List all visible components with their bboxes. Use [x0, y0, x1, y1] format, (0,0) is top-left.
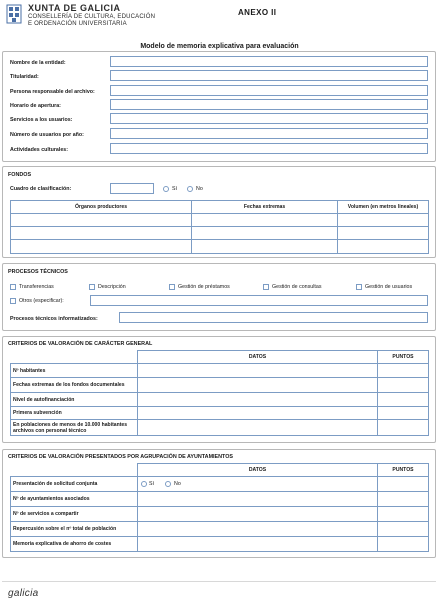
classification-field[interactable]: [110, 183, 154, 194]
joint-no-radio[interactable]: [165, 481, 171, 487]
grouping-row-label: Repercusión sobre el nº total de población: [11, 522, 138, 537]
ownership-field[interactable]: [110, 70, 428, 81]
grouping-row-label: Presentación de solicitud conjunta: [11, 477, 138, 492]
loans-label: Gestión de préstamos: [178, 284, 230, 290]
fondos-cell[interactable]: [11, 240, 192, 254]
general-data-cell[interactable]: [138, 393, 378, 407]
org-department-line1: CONSELLERÍA DE CULTURA, EDUCACIÓN: [28, 14, 156, 20]
entity-name-field[interactable]: [110, 56, 428, 67]
joint-yes-radio[interactable]: [141, 481, 147, 487]
grouping-data-cell[interactable]: [138, 537, 378, 552]
general-row-label: Primera subvención: [11, 407, 138, 420]
general-col-data: DATOS: [138, 351, 378, 364]
general-points-cell[interactable]: [378, 407, 429, 420]
users-per-year-label: Número de usuarios por año:: [10, 132, 84, 138]
general-data-cell[interactable]: [138, 364, 378, 378]
grouping-data-cell[interactable]: [138, 507, 378, 522]
cultural-activities-label: Actividades culturales:: [10, 147, 68, 153]
grouping-points-cell[interactable]: [378, 522, 429, 537]
general-points-cell[interactable]: [378, 420, 429, 436]
col-volume: Volumen (en metros lineales): [338, 201, 429, 214]
general-points-cell[interactable]: [378, 378, 429, 393]
footer-divider: [2, 581, 436, 582]
ownership-label: Titularidad:: [10, 74, 39, 80]
classification-yes-label: Sí: [172, 186, 178, 192]
users-checkbox[interactable]: [356, 284, 362, 290]
other-label: Otros (especificar):: [19, 298, 64, 304]
classification-no-label: No: [196, 186, 203, 192]
fondos-cell[interactable]: [338, 240, 429, 254]
opening-hours-field[interactable]: [110, 99, 428, 110]
page-header: [6, 2, 436, 30]
general-row-label: En poblaciones de menos de 10.000 habitantes archivos con personal técnico: [11, 420, 138, 436]
user-services-field[interactable]: [110, 113, 428, 124]
general-points-cell[interactable]: [378, 364, 429, 378]
fondos-cell[interactable]: [338, 227, 429, 240]
grouping-row-label: Memoria explicativa de ahorro de costes: [11, 537, 138, 552]
grouping-col-data: DATOS: [138, 464, 378, 477]
grouping-points-cell[interactable]: [378, 537, 429, 552]
fondos-cell[interactable]: [11, 227, 192, 240]
col-dates: Fechas extremas: [192, 201, 338, 214]
grouping-data-cell[interactable]: [138, 522, 378, 537]
queries-label: Gestión de consultas: [272, 284, 322, 290]
grouping-criteria-table: [10, 463, 429, 552]
general-data-cell[interactable]: [138, 378, 378, 393]
cultural-activities-field[interactable]: [110, 143, 428, 154]
general-col-points: PUNTOS: [378, 351, 429, 364]
grouping-points-cell[interactable]: [378, 492, 429, 507]
xunta-logo-icon: [6, 4, 22, 24]
grouping-row-label: Nº de servicios a compartir: [11, 507, 138, 522]
galicia-logo: galicia: [8, 588, 39, 599]
annex-label: ANEXO II: [238, 8, 277, 17]
transfers-checkbox[interactable]: [10, 284, 16, 290]
fondos-cell[interactable]: [11, 214, 192, 227]
fondos-title: FONDOS: [8, 172, 32, 178]
other-checkbox[interactable]: [10, 298, 16, 304]
classification-no-radio[interactable]: [187, 186, 193, 192]
grouping-row-label: Nº de ayuntamientos asociados: [11, 492, 138, 507]
general-row-label: Nivel de autofinanciación: [11, 393, 138, 407]
col-producers: Órganos productores: [11, 201, 192, 214]
fondos-cell[interactable]: [192, 227, 338, 240]
description-checkbox[interactable]: [89, 284, 95, 290]
grouping-col-points: PUNTOS: [378, 464, 429, 477]
grouping-points-cell[interactable]: [378, 477, 429, 492]
users-per-year-field[interactable]: [110, 128, 428, 139]
grouping-joint-request-cell: [138, 477, 378, 492]
general-data-cell[interactable]: [138, 407, 378, 420]
queries-checkbox[interactable]: [263, 284, 269, 290]
responsible-field[interactable]: [110, 85, 428, 96]
document-title: Modelo de memoria explicativa para evaluación: [140, 43, 299, 50]
computerized-field[interactable]: [119, 312, 428, 323]
description-label: Descripción: [98, 284, 126, 290]
grouping-data-cell[interactable]: [138, 492, 378, 507]
opening-hours-label: Horario de apertura:: [10, 103, 61, 109]
general-points-cell[interactable]: [378, 393, 429, 407]
general-row-label: Fechas extremas de los fondos documentales: [11, 378, 138, 393]
general-row-label: Nº habitantes: [11, 364, 138, 378]
general-criteria-title: CRITERIOS DE VALORACIÓN DE CARÁCTER GENERAL: [8, 341, 153, 347]
procesos-title: PROCESOS TÉCNICOS: [8, 269, 68, 275]
transfers-label: Transferencias: [19, 284, 54, 290]
joint-no-label: No: [174, 481, 181, 487]
computerized-label: Procesos técnicos informatizados:: [10, 316, 98, 322]
classification-yes-radio[interactable]: [163, 186, 169, 192]
loans-checkbox[interactable]: [169, 284, 175, 290]
general-corner: [11, 351, 138, 364]
org-department-line2: E ORDENACIÓN UNIVERSITARIA: [28, 21, 127, 27]
fondos-table: [10, 200, 429, 254]
users-label: Gestión de usuarios: [365, 284, 413, 290]
fondos-cell[interactable]: [192, 214, 338, 227]
fondos-cell[interactable]: [192, 240, 338, 254]
responsible-label: Persona responsable del archivo:: [10, 89, 95, 95]
grouping-criteria-title: CRITERIOS DE VALORACIÓN PRESENTADOS POR AGRUPACIÓN DE AYUNTAMIENTOS: [8, 454, 234, 460]
org-name: XUNTA DE GALICIA: [28, 3, 121, 13]
joint-yes-label: Sí: [149, 481, 155, 487]
classification-label: Cuadro de clasificación:: [10, 186, 72, 192]
general-data-cell[interactable]: [138, 420, 378, 436]
fondos-cell[interactable]: [338, 214, 429, 227]
other-field[interactable]: [90, 295, 428, 306]
general-criteria-table: [10, 350, 429, 436]
entity-name-label: Nombre de la entidad:: [10, 60, 66, 66]
grouping-corner: [11, 464, 138, 477]
user-services-label: Servicios a los usuarios:: [10, 117, 73, 123]
grouping-points-cell[interactable]: [378, 507, 429, 522]
